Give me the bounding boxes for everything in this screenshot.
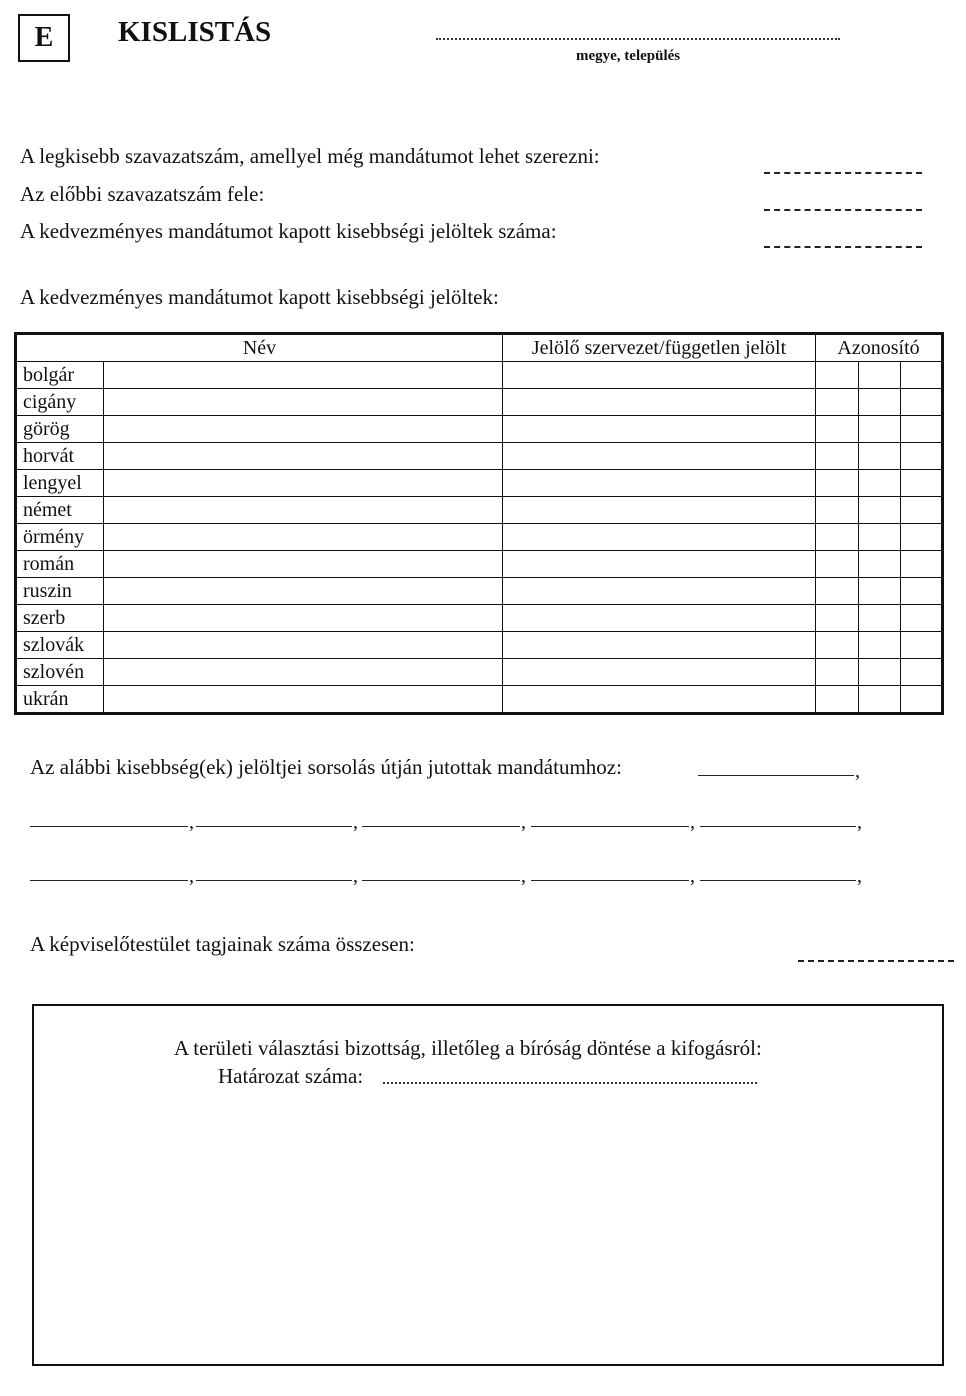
- org-cell[interactable]: [503, 578, 816, 605]
- lottery-blank[interactable]: [700, 880, 856, 881]
- members-label: A képviselőtestület tagjainak száma összesen:: [30, 932, 415, 956]
- name-cell[interactable]: [104, 632, 503, 659]
- nationality-label: ukrán: [16, 686, 104, 714]
- table-row: [16, 497, 943, 524]
- id-cell[interactable]: [859, 443, 901, 470]
- id-cell[interactable]: [901, 686, 943, 714]
- comma: ,: [521, 811, 526, 833]
- table-row: [16, 578, 943, 605]
- table-row: [16, 605, 943, 632]
- id-cell[interactable]: [816, 443, 859, 470]
- id-cell[interactable]: [816, 686, 859, 714]
- id-cell[interactable]: [859, 524, 901, 551]
- id-cell[interactable]: [859, 659, 901, 686]
- name-cell[interactable]: [104, 470, 503, 497]
- nationality-label: német: [16, 497, 104, 524]
- org-cell[interactable]: [503, 389, 816, 416]
- nationality-label: cigány: [16, 389, 104, 416]
- min-vote-label: A legkisebb szavazatszám, amellyel még mandátumot lehet szerezni:: [20, 144, 600, 168]
- comma: ,: [857, 865, 862, 887]
- name-cell[interactable]: [104, 524, 503, 551]
- nationality-label: szerb: [16, 605, 104, 632]
- id-cell[interactable]: [816, 605, 859, 632]
- org-cell[interactable]: [503, 416, 816, 443]
- org-cell[interactable]: [503, 605, 816, 632]
- comma: ,: [690, 811, 695, 833]
- preferential-count-label: A kedvezményes mandátumot kapott kisebbségi jelöltek száma:: [20, 219, 557, 243]
- resolution-field[interactable]: [383, 1082, 757, 1084]
- id-cell[interactable]: [901, 632, 943, 659]
- resolution-label: Határozat száma:: [218, 1064, 364, 1088]
- lottery-blank[interactable]: [196, 826, 352, 827]
- lottery-blank[interactable]: [362, 880, 520, 881]
- nationality-label: lengyel: [16, 470, 104, 497]
- name-cell[interactable]: [104, 362, 503, 389]
- table-row: [16, 362, 943, 389]
- id-cell[interactable]: [816, 578, 859, 605]
- column-header-name: Név: [16, 334, 503, 362]
- id-cell[interactable]: [859, 632, 901, 659]
- location-caption: megye, település: [576, 48, 681, 64]
- table-row: [16, 470, 943, 497]
- nationality-label: horvát: [16, 443, 104, 470]
- lottery-blank[interactable]: [531, 880, 689, 881]
- form-title: KISLISTÁS: [118, 16, 272, 48]
- id-cell[interactable]: [859, 362, 901, 389]
- id-cell[interactable]: [816, 551, 859, 578]
- nationality-label: örmény: [16, 524, 104, 551]
- lottery-blank[interactable]: [196, 880, 352, 881]
- org-cell[interactable]: [503, 497, 816, 524]
- table-row: [16, 416, 943, 443]
- id-cell[interactable]: [859, 497, 901, 524]
- lottery-blank[interactable]: [30, 826, 188, 827]
- table-row: [16, 551, 943, 578]
- comma: ,: [521, 865, 526, 887]
- id-cell[interactable]: [901, 443, 943, 470]
- table-row: [16, 443, 943, 470]
- name-cell[interactable]: [104, 389, 503, 416]
- name-cell[interactable]: [104, 551, 503, 578]
- id-cell[interactable]: [816, 416, 859, 443]
- column-header-org: Jelölő szervezet/független jelölt: [503, 334, 816, 362]
- id-cell[interactable]: [859, 551, 901, 578]
- lottery-field[interactable]: [698, 775, 854, 776]
- nationality-label: román: [16, 551, 104, 578]
- id-cell[interactable]: [901, 497, 943, 524]
- comma: ,: [353, 865, 358, 887]
- id-cell[interactable]: [859, 605, 901, 632]
- id-cell[interactable]: [901, 551, 943, 578]
- id-cell[interactable]: [901, 389, 943, 416]
- comma: ,: [353, 811, 358, 833]
- org-cell[interactable]: [503, 524, 816, 551]
- location-field[interactable]: [436, 38, 840, 40]
- comma: ,: [690, 865, 695, 887]
- name-cell[interactable]: [104, 443, 503, 470]
- id-cell[interactable]: [859, 389, 901, 416]
- org-cell[interactable]: [503, 686, 816, 714]
- org-cell[interactable]: [503, 443, 816, 470]
- name-cell[interactable]: [104, 416, 503, 443]
- id-cell[interactable]: [816, 470, 859, 497]
- candidates-table: [14, 332, 944, 715]
- lottery-blank[interactable]: [700, 826, 856, 827]
- decision-title: A területi választási bizottság, illetőleg a bíróság döntése a kifogásról:: [174, 1036, 762, 1060]
- id-cell[interactable]: [816, 362, 859, 389]
- nationality-label: bolgár: [16, 362, 104, 389]
- comma: ,: [189, 865, 194, 887]
- org-cell[interactable]: [503, 632, 816, 659]
- id-cell[interactable]: [816, 389, 859, 416]
- members-field[interactable]: [798, 960, 954, 962]
- org-cell[interactable]: [503, 551, 816, 578]
- id-cell[interactable]: [901, 416, 943, 443]
- name-cell[interactable]: [104, 686, 503, 714]
- lottery-blank[interactable]: [30, 880, 188, 881]
- id-cell[interactable]: [901, 659, 943, 686]
- comma: ,: [855, 760, 860, 782]
- half-vote-field[interactable]: [764, 209, 922, 211]
- table-intro: A kedvezményes mandátumot kapott kisebbségi jelöltek:: [20, 285, 499, 309]
- id-cell[interactable]: [901, 470, 943, 497]
- column-header-id: Azonosító: [816, 334, 943, 362]
- nationality-label: görög: [16, 416, 104, 443]
- name-cell[interactable]: [104, 605, 503, 632]
- id-cell[interactable]: [816, 497, 859, 524]
- id-cell[interactable]: [816, 659, 859, 686]
- id-cell[interactable]: [901, 605, 943, 632]
- table-row: [16, 686, 943, 714]
- name-cell[interactable]: [104, 578, 503, 605]
- table-header-row: [16, 334, 943, 362]
- table-row: [16, 659, 943, 686]
- id-cell[interactable]: [816, 524, 859, 551]
- comma: ,: [857, 811, 862, 833]
- name-cell[interactable]: [104, 497, 503, 524]
- half-vote-label: Az előbbi szavazatszám fele:: [20, 182, 265, 206]
- id-cell[interactable]: [816, 632, 859, 659]
- preferential-count-field[interactable]: [764, 246, 922, 248]
- org-cell[interactable]: [503, 470, 816, 497]
- min-vote-field[interactable]: [764, 172, 922, 174]
- comma: ,: [189, 811, 194, 833]
- id-cell[interactable]: [901, 524, 943, 551]
- table-row: [16, 632, 943, 659]
- lottery-blank[interactable]: [531, 826, 689, 827]
- table-row: [16, 524, 943, 551]
- id-cell[interactable]: [901, 578, 943, 605]
- id-cell[interactable]: [859, 578, 901, 605]
- org-cell[interactable]: [503, 659, 816, 686]
- table-row: [16, 389, 943, 416]
- lottery-label: Az alábbi kisebbség(ek) jelöltjei sorsolás útján jutottak mandátumhoz:: [30, 755, 622, 779]
- org-cell[interactable]: [503, 362, 816, 389]
- nationality-label: szlovén: [16, 659, 104, 686]
- nationality-label: szlovák: [16, 632, 104, 659]
- id-cell[interactable]: [859, 686, 901, 714]
- form-letter-box: E: [18, 14, 70, 62]
- name-cell[interactable]: [104, 659, 503, 686]
- id-cell[interactable]: [901, 362, 943, 389]
- id-cell[interactable]: [859, 470, 901, 497]
- nationality-label: ruszin: [16, 578, 104, 605]
- lottery-blank[interactable]: [362, 826, 520, 827]
- id-cell[interactable]: [859, 416, 901, 443]
